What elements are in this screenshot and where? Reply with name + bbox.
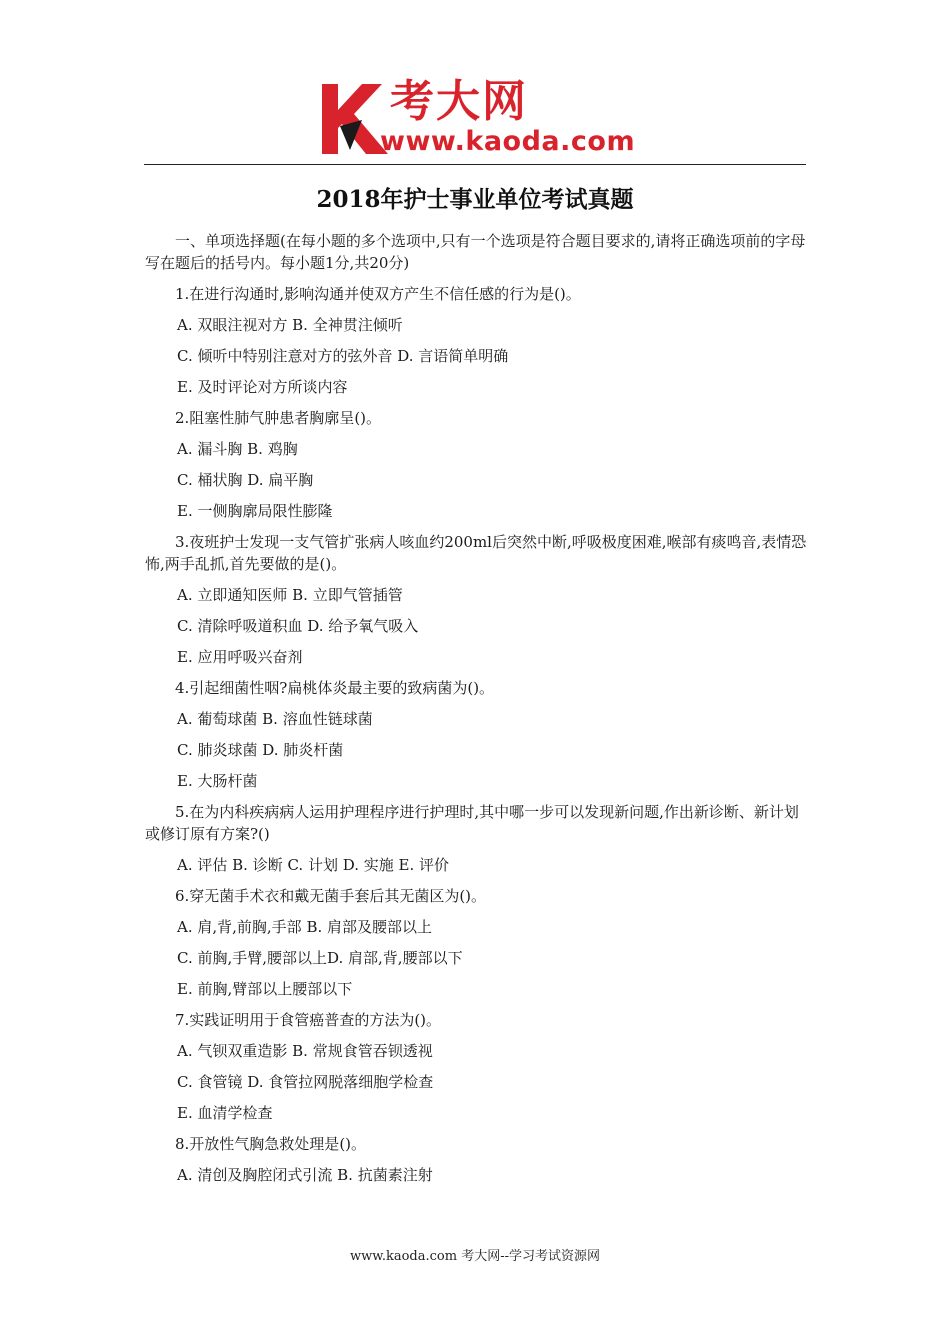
- question-text: 8.开放性气胸急救处理是()。: [175, 1135, 367, 1153]
- question-text: 5.在为内科疾病病人运用护理程序进行护理时,其中哪一步可以发现新问题,作出新诊断、新计划或修订原有方案?(): [145, 803, 799, 843]
- question-text: 2.阻塞性肺气肿患者胸廓呈()。: [175, 409, 382, 427]
- exam-content: [145, 230, 809, 1195]
- answer-options: A. 漏斗胸 B. 鸡胸: [177, 440, 298, 458]
- question-text: 一、单项选择题(在每小题的多个选项中,只有一个选项是符合题目要求的,请将正确选项前的字母写在题后的括号内。每小题1分,共20分): [145, 232, 806, 272]
- site-logo[interactable]: [318, 78, 648, 158]
- answer-options: A. 评估 B. 诊断 C. 计划 D. 实施 E. 评价: [177, 856, 449, 874]
- question-text: 3.夜班护士发现一支气管扩张病人咳血约200ml后突然中断,呼吸极度困难,喉部有痰鸣音,表情恐怖,两手乱抓,首先要做的是()。: [145, 533, 807, 573]
- answer-options: E. 一侧胸廓局限性膨隆: [177, 502, 333, 520]
- answer-options: E. 及时评论对方所谈内容: [177, 378, 348, 396]
- answer-options: A. 双眼注视对方 B. 全神贯注倾听: [177, 316, 403, 334]
- answer-options: C. 倾听中特别注意对方的弦外音 D. 言语简单明确: [177, 347, 509, 365]
- answer-options: C. 食管镜 D. 食管拉网脱落细胞学检查: [177, 1073, 434, 1091]
- answer-options: A. 清创及胸腔闭式引流 B. 抗菌素注射: [177, 1166, 433, 1184]
- answer-options: A. 肩,背,前胸,手部 B. 肩部及腰部以上: [177, 918, 433, 936]
- answer-options: E. 血清学检查: [177, 1104, 273, 1122]
- question-text: 1.在进行沟通时,影响沟通并使双方产生不信任感的行为是()。: [175, 285, 581, 303]
- question-text: 7.实践证明用于食管癌普查的方法为()。: [175, 1011, 442, 1029]
- answer-options: E. 大肠杆菌: [177, 772, 258, 790]
- question-text: 6.穿无菌手术衣和戴无菌手套后其无菌区为()。: [175, 887, 487, 905]
- answer-options: A. 葡萄球菌 B. 溶血性链球菌: [177, 710, 373, 728]
- answer-options: C. 肺炎球菌 D. 肺炎杆菌: [177, 741, 344, 759]
- logo-url: www.kaoda.com: [380, 126, 636, 157]
- answer-options: C. 清除呼吸道积血 D. 给予氧气吸入: [177, 617, 419, 635]
- answer-options: E. 应用呼吸兴奋剂: [177, 648, 303, 666]
- page-title: 2018年护士事业单位考试真题: [316, 186, 634, 213]
- answer-options: C. 前胸,手臂,腰部以上D. 肩部,背,腰部以下: [177, 949, 463, 967]
- answer-options: E. 前胸,臂部以上腰部以下: [177, 980, 353, 998]
- page-footer: www.kaoda.com 考大网--学习考试资源网: [350, 1249, 600, 1264]
- header-divider: [144, 164, 806, 165]
- question-text: 4.引起细菌性咽?扁桃体炎最主要的致病菌为()。: [175, 679, 495, 697]
- answer-options: A. 气钡双重造影 B. 常规食管吞钡透视: [177, 1042, 433, 1060]
- answer-options: C. 桶状胸 D. 扁平胸: [177, 471, 314, 489]
- logo-chinese-name: 考大网: [390, 76, 528, 127]
- answer-options: A. 立即通知医师 B. 立即气管插管: [177, 586, 403, 604]
